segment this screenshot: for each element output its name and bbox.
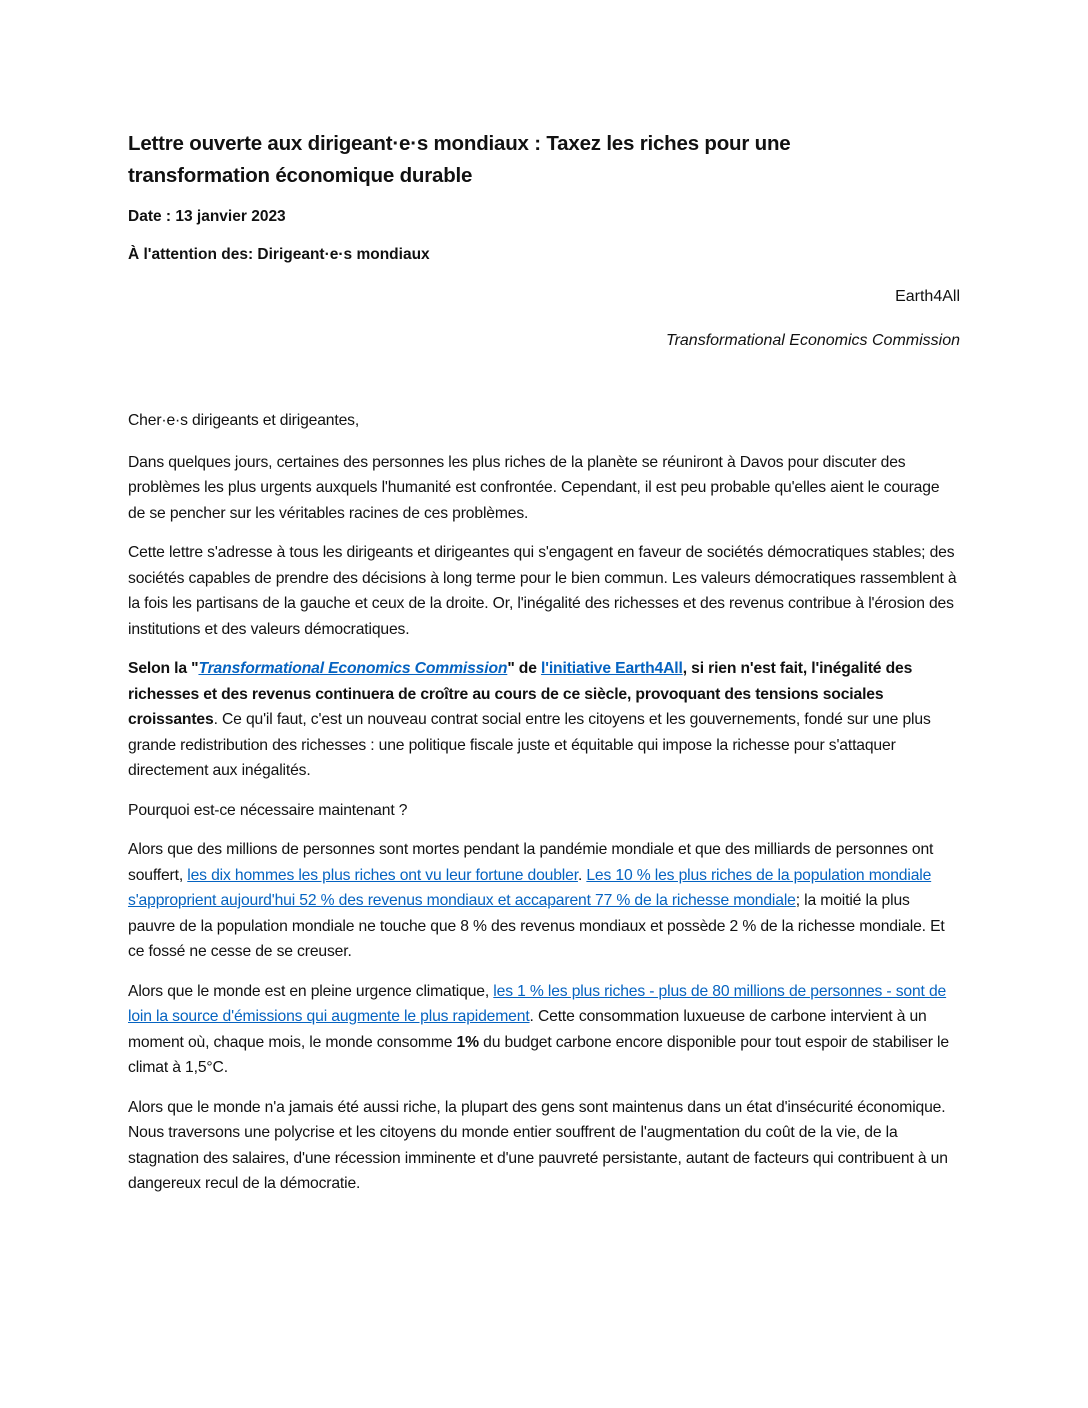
signatory-commission: Transformational Economics Commission <box>665 332 960 349</box>
p5-text-2: . <box>577 866 587 884</box>
link-top-10-percent-wealth[interactable]: Les 10 % les plus riches de la population mondiale s'approprient aujourd'hui 52 % des revenus mondiaux et accaparent 77 % de la richesse mondiale <box>128 866 932 909</box>
p6-bold-percent: 1% <box>456 1033 479 1051</box>
paragraph-1: Dans quelques jours, certaines des personnes les plus riches de la planète se réuniront à Davos pour discuter des problèmes les plus urgents auxquels l'humanité est confrontée. Cependant, il est peu probable qu'elles aient le courage de se pencher sur les véritables racines de ces problèmes. <box>128 453 940 522</box>
link-top-1-percent-emissions[interactable]: les 1 % les plus riches - plus de 80 millions de personnes - sont de loin la source d'émissions qui augmente le plus rapidement <box>128 982 947 1025</box>
paragraph-4: Pourquoi est-ce nécessaire maintenant ? <box>128 801 408 819</box>
paragraph-6 <box>128 979 960 1081</box>
signatory-org: Earth4All <box>895 288 960 305</box>
p6-text-2: . Cette consommation luxueuse de carbone intervient à un moment où, chaque mois, le monde consomme <box>128 1008 927 1051</box>
salutation: Cher·e·s dirigeants et dirigeantes, <box>128 412 360 429</box>
paragraph-2: Cette lettre s'adresse à tous les dirigeants et dirigeantes qui s'engagent en faveur de sociétés démocratiques stables; des sociétés capables de prendre des décisions à long terme pour le bien commun. Les valeurs démocratiques rassemblent à la fois les partisans de la gauche et ceux de la droite. Or, l'inégalité des richesses et des revenus contribue à l'érosion des institutions et des valeurs démocratiques. <box>128 544 957 638</box>
letter-title <box>128 128 960 192</box>
p5-text-1: Alors que des millions de personnes sont mortes pendant la pandémie mondiale et que des milliards de personnes ont souffert, <box>128 841 934 884</box>
letter-date: Date : 13 janvier 2023 <box>128 208 286 225</box>
title-line-1: Lettre ouverte aux dirigeant·e·s mondiaux : Taxez les riches pour une <box>128 132 791 155</box>
p3-text-1: Selon la " <box>128 660 199 677</box>
paragraph-3 <box>128 656 960 784</box>
p3-text-3: , si rien n'est fait, l'inégalité des richesses et des revenus continuera de croître au cours de ce siècle, provoquant des tensions sociales croissantes <box>128 660 913 728</box>
paragraph-5 <box>128 837 960 965</box>
link-transformational-economics-commission[interactable]: Transformational Economics Commission <box>198 660 508 677</box>
letter-attention: À l'attention des: Dirigeant·e·s mondiaux <box>128 246 430 263</box>
link-earth4all-initiative[interactable]: l'initiative Earth4All <box>541 660 683 677</box>
title-line-2: transformation économique durable <box>128 164 473 187</box>
paragraph-7: Alors que le monde n'a jamais été aussi riche, la plupart des gens sont maintenus dans un état d'insécurité économique. Nous traversons une polycrise et les citoyens du monde entier souffrent de l'augmentation du coût de la vie, de la stagnation des salaires, d'une récession imminente et d'une pauvreté persistante, autant de facteurs qui contribuent à un dangereux recul de la démocratie. <box>128 1098 948 1192</box>
p5-text-3: ; la moitié la plus pauvre de la population mondiale ne touche que 8 % des revenus mondiaux et possède 2 % de la richesse mondiale. Et ce fossé ne cesse de se creuser. <box>128 892 945 960</box>
p6-text-1: Alors que le monde est en pleine urgence climatique, <box>128 982 494 1000</box>
link-richest-men-fortune[interactable]: les dix hommes les plus riches ont vu leur fortune doubler <box>187 866 578 884</box>
letter-page <box>128 128 960 1211</box>
p6-text-3: du budget carbone encore disponible pour tout espoir de stabiliser le climat à 1,5°C. <box>128 1033 949 1076</box>
p3-text-2: " de <box>507 660 542 677</box>
p3-text-4: . Ce qu'il faut, c'est un nouveau contrat social entre les citoyens et les gouvernements, fondé sur une plus grande redistribution des richesses : une politique fiscale juste et équitable qui impose la richesse pour s'attaquer directement aux inégalités. <box>128 711 931 779</box>
